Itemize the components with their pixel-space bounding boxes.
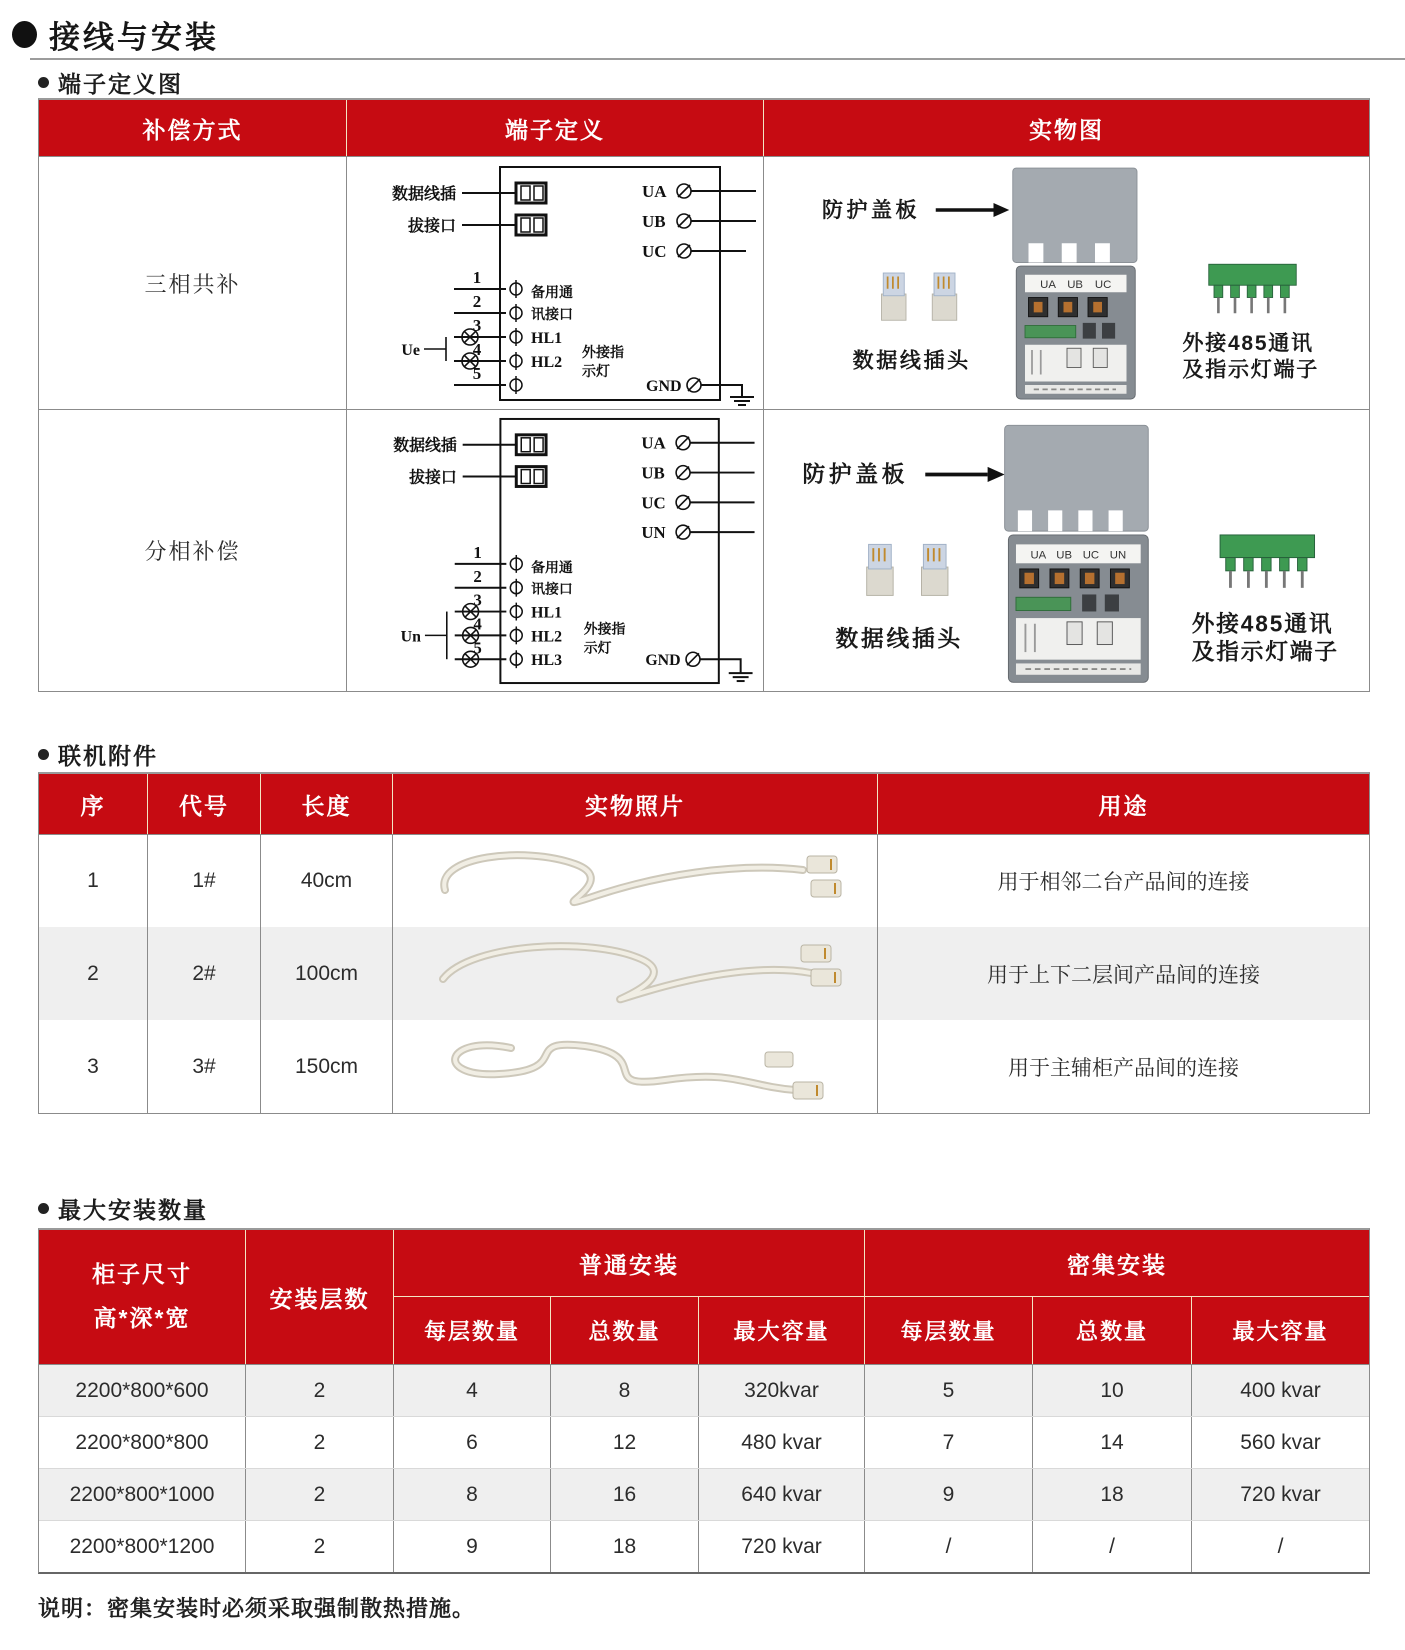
- cabinet-size-line1: 柜子尺寸: [92, 1261, 192, 1288]
- normal-capacity-cell: 320kvar: [698, 1365, 864, 1416]
- dense-capacity-cell: 720 kvar: [1191, 1469, 1369, 1520]
- product-photo-svg: [767, 414, 1367, 688]
- dot-bullet-icon: [38, 749, 49, 760]
- spare-comm-label: 备用通: [531, 283, 573, 300]
- terminal-number: 5: [473, 637, 482, 657]
- no-cell: 2: [87, 961, 99, 985]
- accessories-table: [38, 772, 1370, 1114]
- mode-cell: 三相共补: [144, 271, 241, 297]
- no-cell: 3: [87, 1054, 99, 1078]
- layers-cell: 2: [245, 1417, 393, 1468]
- dense-total-cell: 10: [1032, 1365, 1191, 1416]
- dense-per-layer-cell: 7: [864, 1417, 1032, 1468]
- section-title-max-install: [38, 1192, 208, 1225]
- hl3-label: HL3: [531, 651, 563, 669]
- device-phase-marks: UA UB UC UN: [1029, 549, 1126, 562]
- data-plug-icon: [516, 183, 546, 235]
- size-cell: 2200*800*600: [75, 1378, 209, 1402]
- dense-capacity-cell: 400 kvar: [1191, 1365, 1369, 1416]
- comm-terminal-label: 及指示灯端子: [1182, 357, 1319, 381]
- cable-photo-icon: [415, 838, 855, 924]
- layers-cell: 2: [245, 1521, 393, 1572]
- arrow-icon: [925, 466, 1004, 481]
- terminal-number: 3: [472, 315, 482, 335]
- accessories-table-header: [39, 774, 1369, 834]
- section-title-text: 联机附件: [58, 743, 158, 769]
- normal-total-cell: 16: [550, 1469, 698, 1520]
- use-cell: 用于相邻二台产品间的连接: [877, 835, 1369, 927]
- cabinet-size-line2: 高*深*宽: [93, 1305, 191, 1331]
- cover-plate: [1004, 425, 1148, 531]
- lamp-symbols: [425, 603, 482, 667]
- table-row: [39, 1020, 1369, 1113]
- cable-photo: [392, 927, 877, 1020]
- table-row: [39, 409, 1369, 691]
- normal-total-cell: 18: [550, 1521, 698, 1572]
- data-plug-icon: [516, 434, 546, 486]
- terminal-number: 3: [473, 590, 482, 610]
- data-plug-label: 数据线插头: [852, 349, 971, 372]
- spare-comm-label: 讯接口: [531, 580, 573, 597]
- normal-per-layer-cell: 8: [393, 1469, 550, 1520]
- hl1-label: HL1: [531, 329, 563, 347]
- code-cell: 2#: [147, 927, 260, 1020]
- green-terminal-icon: [1208, 264, 1296, 313]
- size-cell: 2200*800*1200: [69, 1534, 215, 1558]
- terminal-number: 4: [473, 613, 482, 633]
- col-header-length: 长度: [260, 774, 392, 834]
- cable-photo-icon: [415, 1024, 855, 1110]
- normal-total-cell: 12: [550, 1417, 698, 1468]
- normal-capacity-cell: 640 kvar: [698, 1469, 864, 1520]
- table-row: [39, 156, 1369, 409]
- cover-plate-label: 防护盖板: [821, 198, 920, 222]
- product-photo-svg: [767, 161, 1367, 406]
- table-row: [39, 834, 1369, 927]
- sub-header-total: 总数量: [550, 1297, 698, 1364]
- code-cell: 3#: [147, 1020, 260, 1113]
- dense-per-layer-cell: 9: [864, 1469, 1032, 1520]
- ground-icon: [729, 673, 753, 681]
- layers-cell: 2: [245, 1469, 393, 1520]
- rj-plug-icon: [881, 273, 956, 320]
- dense-total-cell: 18: [1032, 1469, 1191, 1520]
- normal-capacity-cell: 480 kvar: [698, 1417, 864, 1468]
- section-bullet-icon: [12, 21, 37, 48]
- col-header-cabinet-size: [39, 1230, 245, 1364]
- terminal-number: 1: [472, 267, 482, 287]
- spare-comm-label: 备用通: [531, 558, 573, 575]
- table-row: [39, 1416, 1369, 1468]
- cable-photo: [392, 1020, 877, 1113]
- wiring-diagram-split-phase: [346, 410, 763, 691]
- product-photo-three-phase: [763, 157, 1369, 409]
- hl2-label: HL2: [531, 627, 563, 645]
- normal-total-cell: 8: [550, 1365, 698, 1416]
- dense-total-cell: 14: [1032, 1417, 1191, 1468]
- phase-label: UC: [642, 241, 667, 261]
- col-header-layers: 安装层数: [245, 1230, 393, 1364]
- sub-header-capacity: 最大容量: [698, 1297, 864, 1364]
- section-title-text: 最大安装数量: [58, 1197, 208, 1223]
- col-header-code: 代号: [147, 774, 260, 834]
- length-cell: 100cm: [260, 927, 392, 1020]
- gnd-label: GND: [646, 377, 682, 395]
- terminal-number: 4: [472, 339, 482, 359]
- col-header-use: 用途: [877, 774, 1369, 834]
- install-groups: [393, 1230, 1369, 1364]
- col-header-mode: 补偿方式: [39, 100, 346, 156]
- cover-plate: [1012, 168, 1136, 263]
- length-cell: 40cm: [260, 835, 392, 927]
- table-row: [39, 1520, 1369, 1572]
- comm-terminal-label: 外接485通讯: [1182, 331, 1314, 355]
- phase-label: UN: [641, 522, 666, 542]
- hl2-label: HL2: [531, 353, 563, 371]
- page-header: [12, 12, 219, 57]
- max-install-table: [38, 1228, 1370, 1574]
- source-label: Un: [400, 627, 421, 645]
- table-row: [39, 1468, 1369, 1520]
- terminal-number: 1: [473, 542, 482, 562]
- sub-header-capacity: 最大容量: [1191, 1297, 1369, 1364]
- terminal-table: [38, 98, 1370, 692]
- indicator-label: 示灯: [583, 638, 612, 655]
- dot-bullet-icon: [38, 1203, 49, 1214]
- comm-terminal-label: 及指示灯端子: [1191, 638, 1339, 665]
- max-install-table-header: [39, 1230, 1369, 1364]
- phase-outputs: [641, 433, 754, 541]
- normal-per-layer-cell: 6: [393, 1417, 550, 1468]
- dense-capacity-cell: /: [1191, 1521, 1369, 1572]
- wiring-diagram-svg: [350, 413, 760, 689]
- cable-photo-icon: [415, 931, 855, 1017]
- group-header-dense: 密集安装: [864, 1230, 1369, 1296]
- source-label: Ue: [401, 341, 420, 359]
- lamp-symbols: [424, 329, 478, 369]
- arrow-icon: [935, 203, 1009, 217]
- dense-capacity-cell: 560 kvar: [1191, 1417, 1369, 1468]
- device-photo: [1008, 534, 1148, 681]
- phase-label: UA: [641, 433, 666, 453]
- code-cell: 1#: [147, 835, 260, 927]
- wiring-diagram-three-phase: [346, 157, 763, 409]
- dense-per-layer-cell: 5: [864, 1365, 1032, 1416]
- indicator-label: 示灯: [582, 362, 610, 379]
- length-cell: 150cm: [260, 1020, 392, 1113]
- size-cell: 2200*800*800: [75, 1430, 209, 1454]
- plug-label: 拔接口: [409, 468, 457, 486]
- data-plug-label: 数据线插头: [835, 624, 963, 651]
- use-cell: 用于上下二层间产品间的连接: [877, 927, 1369, 1020]
- normal-per-layer-cell: 9: [393, 1521, 550, 1572]
- mode-cell: 分相补偿: [144, 539, 241, 564]
- phase-label: UB: [641, 463, 665, 483]
- spare-comm-label: 讯接口: [531, 305, 573, 322]
- normal-capacity-cell: 720 kvar: [698, 1521, 864, 1572]
- phase-label: UA: [642, 181, 667, 201]
- col-header-no: 序: [39, 774, 147, 834]
- gnd-label: GND: [645, 651, 681, 669]
- device-photo: [1016, 266, 1135, 399]
- rj-plug-icon: [866, 544, 947, 595]
- dense-per-layer-cell: /: [864, 1521, 1032, 1572]
- cable-photo: [392, 835, 877, 927]
- indicator-label: 外接指: [583, 619, 626, 636]
- col-header-photo: 实物照片: [392, 774, 877, 834]
- table-row: [39, 927, 1369, 1020]
- phase-outputs: [642, 182, 756, 261]
- page-title: 接线与安装: [49, 20, 219, 55]
- layers-cell: 2: [245, 1365, 393, 1416]
- terminal-number: 2: [472, 291, 482, 311]
- phase-label: UB: [642, 211, 666, 231]
- sub-header-total: 总数量: [1032, 1297, 1191, 1364]
- col-header-photo: 实物图: [763, 100, 1369, 156]
- normal-per-layer-cell: 4: [393, 1365, 550, 1416]
- terminal-number: 2: [473, 566, 482, 586]
- terminal-number: 5: [472, 363, 482, 383]
- terminal-table-header: [39, 100, 1369, 156]
- plug-label: 数据线插: [393, 437, 457, 455]
- table-row: [39, 1364, 1369, 1416]
- no-cell: 1: [87, 869, 99, 892]
- title-divider: [30, 58, 1405, 60]
- cover-plate-label: 防护盖板: [801, 460, 908, 487]
- dense-total-cell: /: [1032, 1521, 1191, 1572]
- plug-label: 数据线插: [391, 185, 456, 203]
- group-header-normal: 普通安装: [393, 1230, 864, 1296]
- ground-icon: [730, 397, 754, 405]
- section-title-text: 端子定义图: [58, 71, 183, 97]
- sub-header-per-layer: 每层数量: [393, 1297, 550, 1364]
- section-title-terminal: [38, 66, 183, 99]
- comm-terminal-label: 外接485通讯: [1191, 609, 1333, 636]
- plug-label: 拔接口: [407, 217, 456, 235]
- section-title-accessories: [38, 738, 158, 771]
- footer-note: 说明：密集安装时必须采取强制散热措施。: [38, 1596, 476, 1621]
- use-cell: 用于主辅柜产品间的连接: [877, 1020, 1369, 1113]
- product-photo-split-phase: [763, 410, 1369, 691]
- wiring-diagram-svg: [350, 161, 760, 406]
- indicator-label: 外接指: [582, 343, 624, 360]
- hl1-label: HL1: [531, 604, 563, 622]
- sub-header-per-layer: 每层数量: [864, 1297, 1032, 1364]
- green-terminal-icon: [1220, 534, 1314, 587]
- size-cell: 2200*800*1000: [69, 1482, 215, 1506]
- dot-bullet-icon: [38, 77, 49, 88]
- device-phase-marks: UA UB UC: [1039, 278, 1111, 291]
- phase-label: UC: [641, 492, 666, 512]
- col-header-definition: 端子定义: [346, 100, 763, 156]
